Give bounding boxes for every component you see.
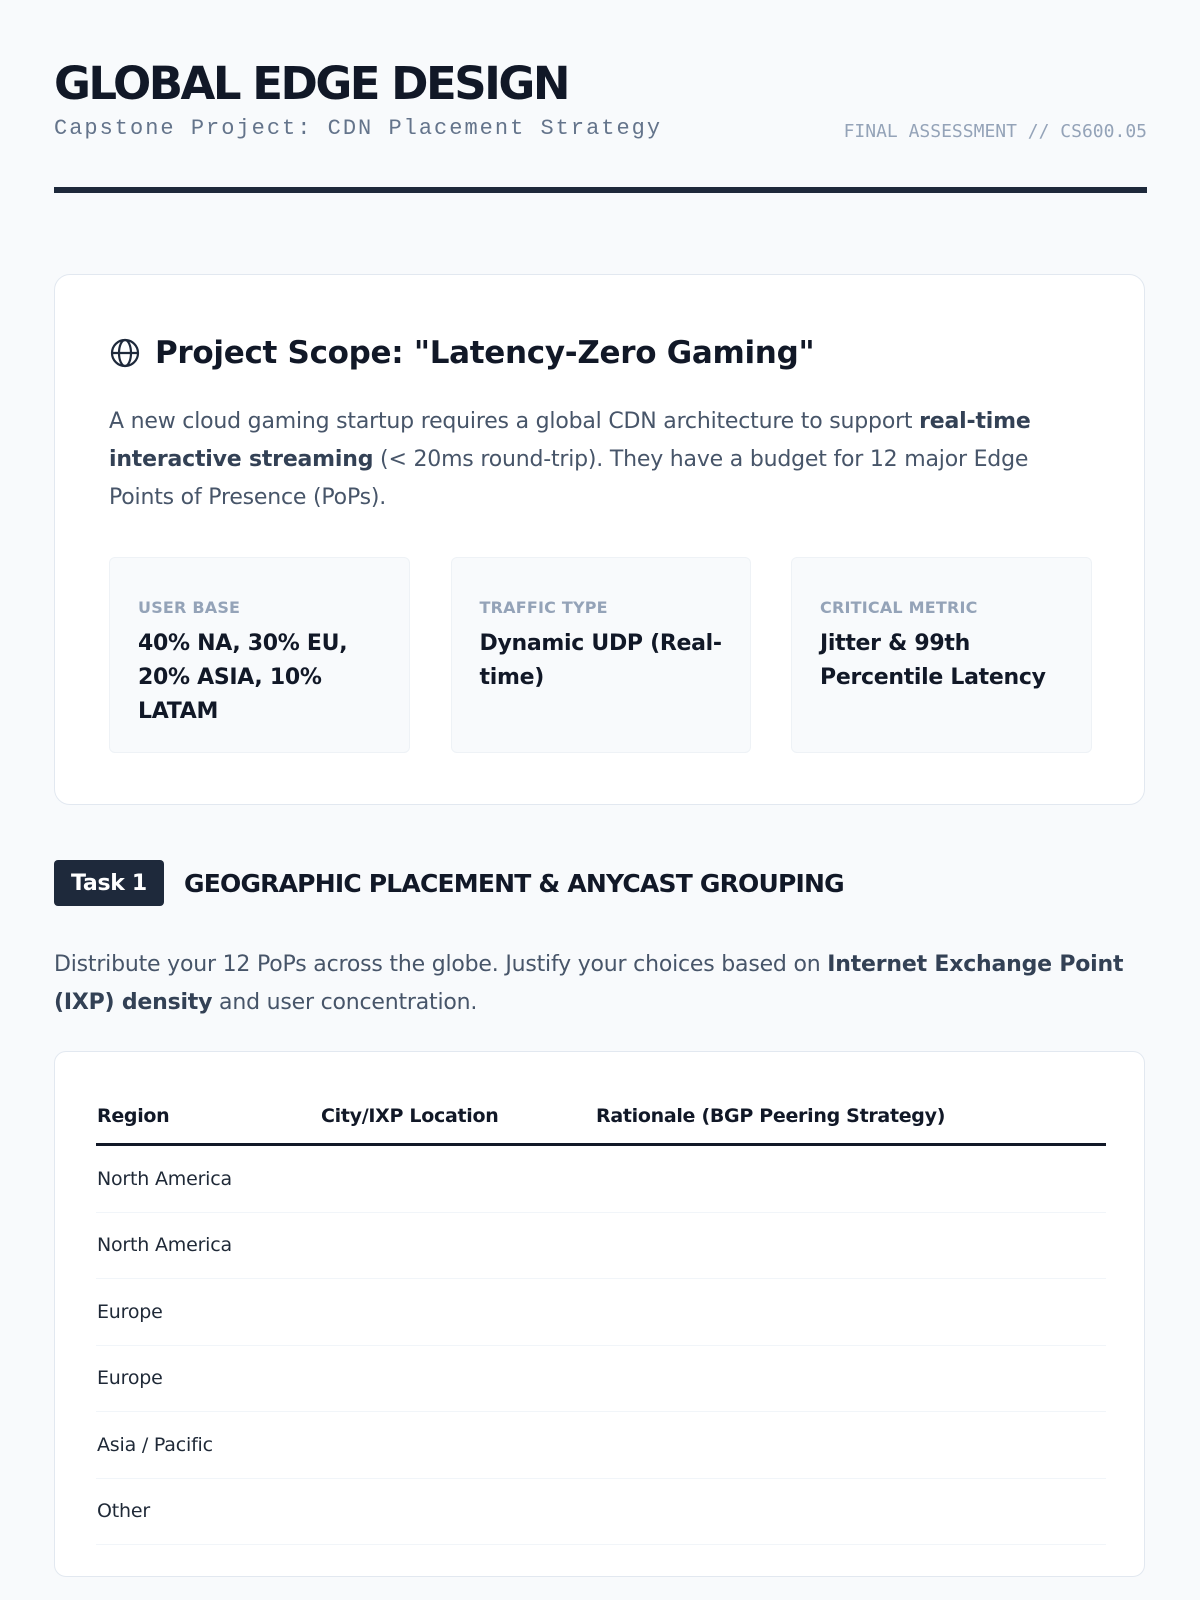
table-row bbox=[96, 1478, 1106, 1545]
rationale-cell[interactable] bbox=[595, 1345, 1106, 1412]
city-cell[interactable] bbox=[320, 1478, 595, 1545]
task-desc-emphasis: Internet Exchange Point (IXP) density bbox=[54, 952, 1124, 1015]
region-cell: North America bbox=[96, 1212, 320, 1279]
stat-label: CRITICAL METRIC bbox=[820, 598, 978, 617]
rationale-cell[interactable] bbox=[595, 1478, 1106, 1545]
city-cell[interactable] bbox=[320, 1145, 595, 1213]
stat-label: TRAFFIC TYPE bbox=[479, 598, 608, 617]
stat-user-base bbox=[109, 557, 410, 753]
stat-traffic-type bbox=[451, 557, 751, 753]
scope-description bbox=[109, 403, 1099, 517]
task-badge: Task 1 bbox=[54, 860, 164, 906]
scope-heading bbox=[109, 335, 814, 371]
rationale-cell[interactable] bbox=[595, 1412, 1106, 1479]
stat-value: 40% NA, 30% EU, 20% ASIA, 10% LATAM bbox=[138, 631, 348, 724]
scope-desc-emphasis: real-time interactive streaming bbox=[109, 409, 1031, 472]
rationale-cell[interactable] bbox=[595, 1279, 1106, 1346]
region-cell: Other bbox=[96, 1478, 320, 1545]
table-row bbox=[96, 1279, 1106, 1346]
region-cell: North America bbox=[96, 1145, 320, 1213]
task-desc-part1: Distribute your 12 PoPs across the globe. Justify your choices based on bbox=[54, 952, 828, 977]
table-header-row bbox=[96, 1088, 1106, 1145]
document-title: GLOBAL EDGE DESIGN bbox=[54, 57, 569, 110]
table-row bbox=[96, 1212, 1106, 1279]
table-row bbox=[96, 1412, 1106, 1479]
table-row bbox=[96, 1145, 1106, 1213]
assessment-code: FINAL ASSESSMENT // CS600.05 bbox=[843, 121, 1147, 142]
task1-heading bbox=[54, 860, 844, 906]
rationale-cell[interactable] bbox=[595, 1212, 1106, 1279]
stat-critical-metric bbox=[791, 557, 1092, 753]
city-cell[interactable] bbox=[320, 1345, 595, 1412]
table-row bbox=[96, 1345, 1106, 1412]
region-cell: Europe bbox=[96, 1345, 320, 1412]
city-cell[interactable] bbox=[320, 1212, 595, 1279]
project-scope-card bbox=[54, 274, 1145, 805]
header-region: Region bbox=[96, 1088, 320, 1145]
page bbox=[54, 0, 1147, 1523]
document-subtitle: Capstone Project: CDN Placement Strategy bbox=[54, 116, 663, 141]
task-title: GEOGRAPHIC PLACEMENT & ANYCAST GROUPING bbox=[184, 868, 844, 898]
header-divider bbox=[54, 187, 1147, 193]
placement-table bbox=[96, 1088, 1106, 1545]
globe-icon bbox=[109, 337, 141, 369]
header-rationale: Rationale (BGP Peering Strategy) bbox=[595, 1088, 1106, 1145]
rationale-cell[interactable] bbox=[595, 1145, 1106, 1213]
scope-desc-part1: A new cloud gaming startup requires a global CDN architecture to support bbox=[109, 409, 920, 434]
region-cell: Europe bbox=[96, 1279, 320, 1346]
scope-desc-part2: (< 20ms round-trip). They have a budget for 12 major Edge Points of Presence (PoPs). bbox=[109, 447, 1029, 510]
stat-value: Jitter & 99th Percentile Latency bbox=[820, 631, 1046, 690]
scope-stats bbox=[109, 557, 1092, 753]
task-desc-part2: and user concentration. bbox=[212, 990, 478, 1015]
stat-label: USER BASE bbox=[138, 598, 241, 617]
header-city: City/IXP Location bbox=[320, 1088, 595, 1145]
task1-description bbox=[54, 946, 1147, 1022]
region-cell: Asia / Pacific bbox=[96, 1412, 320, 1479]
placement-table-card bbox=[54, 1051, 1145, 1577]
stat-value: Dynamic UDP (Real-time) bbox=[479, 631, 722, 690]
city-cell[interactable] bbox=[320, 1412, 595, 1479]
document-header bbox=[54, 0, 1147, 194]
city-cell[interactable] bbox=[320, 1279, 595, 1346]
scope-title: Project Scope: "Latency-Zero Gaming" bbox=[155, 335, 815, 371]
